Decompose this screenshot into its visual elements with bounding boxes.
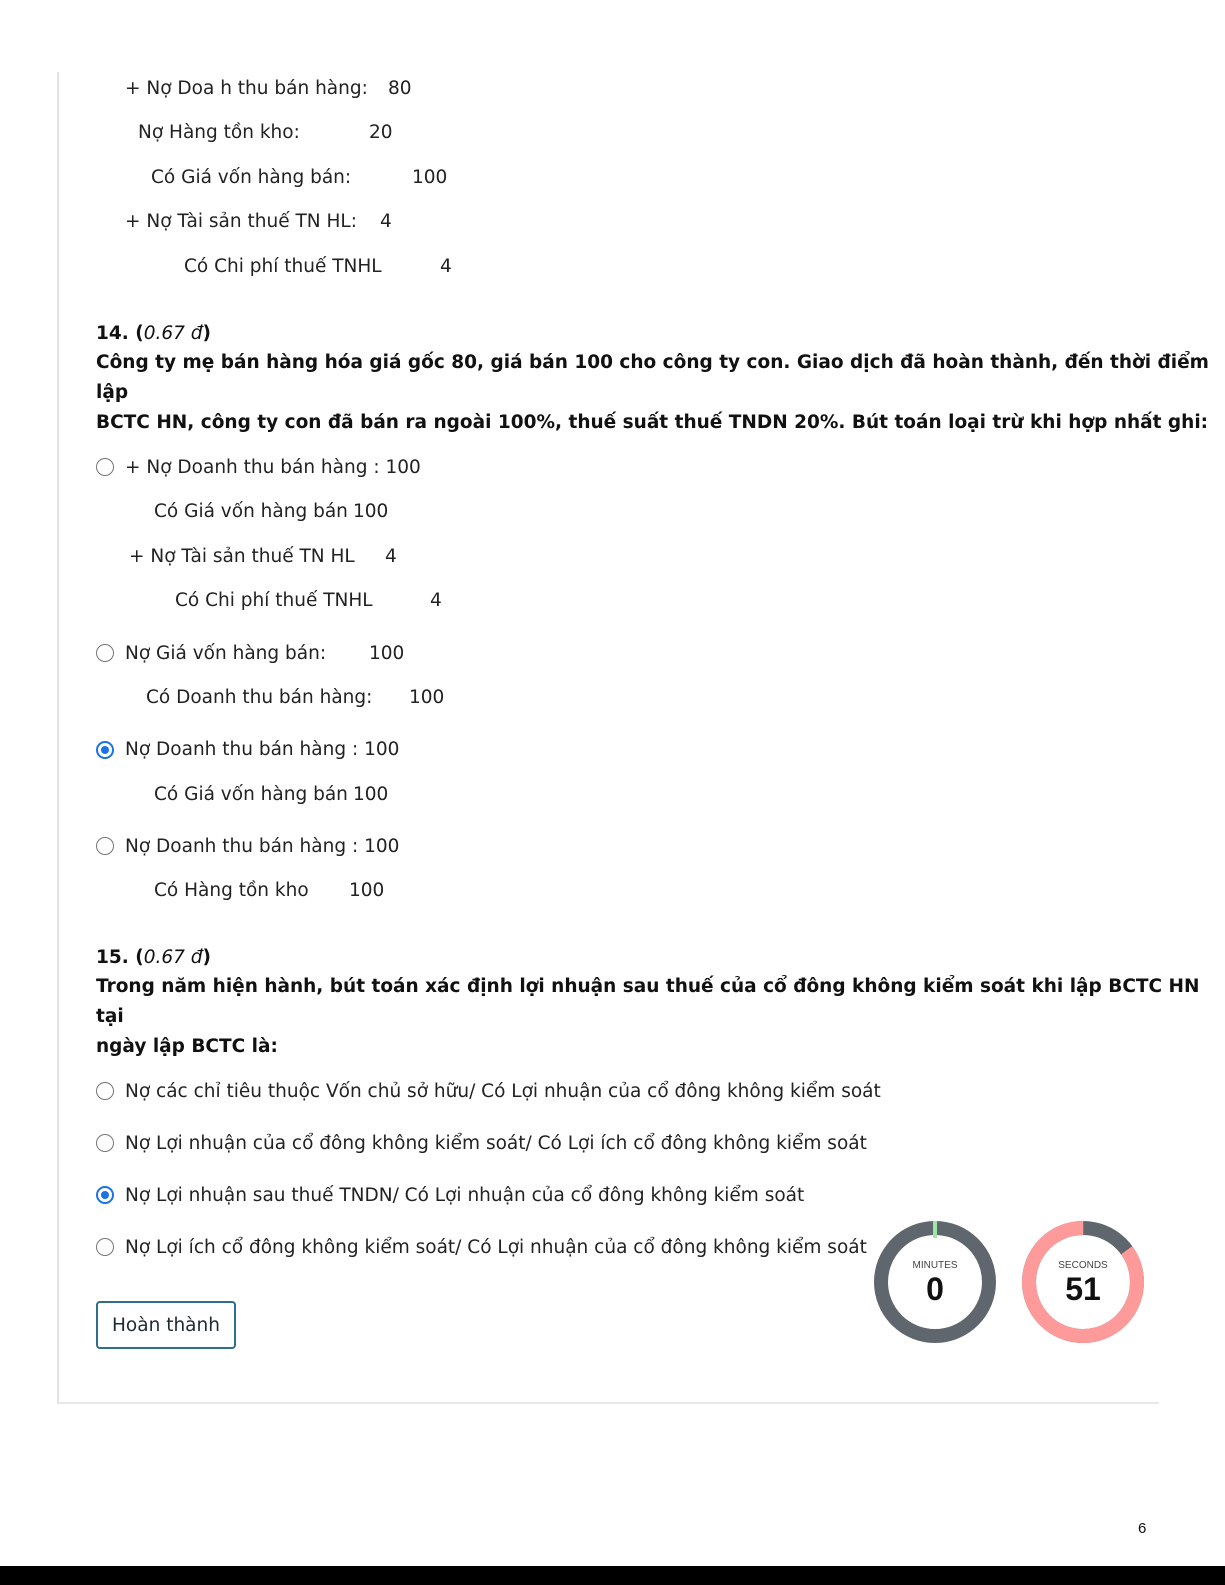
- question-14-text-line-2: BCTC HN, công ty con đã bán ra ngoài 100%, thuế suất thuế TNDN 20%. Bút toán loại trừ khi hợp nhất ghi:: [96, 412, 1209, 433]
- page-number: 6: [1138, 1520, 1147, 1537]
- prev-line-5-value: 4: [440, 256, 452, 277]
- prev-line-2-label: Nợ Hàng tồn kho:: [138, 122, 300, 143]
- q14-option-2-line-1-value: 100: [369, 643, 405, 664]
- question-15-points: 0.67 đ: [143, 947, 203, 968]
- q14-option-3-line-2-value: 100: [353, 784, 389, 805]
- q15-paren-close: ): [202, 947, 211, 968]
- q15-option-2-label[interactable]: Nợ Lợi nhuận của cổ đông không kiểm soát/ Có Lợi ích cổ đông không kiểm soát: [125, 1133, 867, 1154]
- q14-option-3-line-1[interactable]: Nợ Doanh thu bán hàng : 100: [125, 739, 400, 760]
- q14-paren-open: (: [135, 323, 144, 344]
- question-14-number: 14.: [96, 323, 129, 344]
- minutes-ring-tick: [933, 1221, 937, 1238]
- q15-option-4-label[interactable]: Nợ Lợi ích cổ đông không kiểm soát/ Có Lợi nhuận của cổ đông không kiểm soát: [125, 1237, 867, 1258]
- q15-option-3-radio[interactable]: [96, 1186, 114, 1204]
- q14-option-1-line-3-label: + Nợ Tài sản thuế TN HL: [129, 546, 355, 567]
- question-14-text: [96, 348, 1225, 438]
- prev-line-3-value: 100: [412, 167, 448, 188]
- seconds-ring: [1008, 1218, 1150, 1348]
- q14-option-2-line-2-label: Có Doanh thu bán hàng:: [146, 687, 373, 708]
- prev-line-1-label: + Nợ Doa h thu bán hàng:: [125, 78, 368, 99]
- q14-option-3-radio[interactable]: [96, 741, 114, 759]
- question-15-number: 15.: [96, 947, 129, 968]
- question-15-text-line-1: Trong năm hiện hành, bút toán xác định lợi nhuận sau thuế của cổ đông không kiểm soát khi lập BCTC HN tại: [96, 976, 1200, 1027]
- q14-option-2-radio[interactable]: [96, 644, 114, 662]
- prev-line-4-label: + Nợ Tài sản thuế TN HL:: [125, 211, 357, 232]
- q15-option-4-radio[interactable]: [96, 1238, 114, 1256]
- countdown-timer: [870, 1218, 1150, 1348]
- q14-option-1-line-4-value: 4: [430, 590, 442, 611]
- question-15-header: [96, 946, 211, 970]
- q14-option-1-line-3-value: 4: [385, 546, 397, 567]
- prev-line-4-value: 4: [380, 211, 392, 232]
- prev-line-3-label: Có Giá vốn hàng bán:: [151, 167, 352, 188]
- question-15-text-line-2: ngày lập BCTC là:: [96, 1036, 278, 1057]
- q14-option-1-line-1[interactable]: + Nợ Doanh thu bán hàng : 100: [125, 457, 421, 478]
- seconds-label: SECONDS: [1058, 1260, 1108, 1271]
- q14-option-4-radio[interactable]: [96, 837, 114, 855]
- q14-option-1-line-4-label: Có Chi phí thuế TNHL: [175, 590, 373, 611]
- q14-option-1-line-2-value: 100: [353, 501, 389, 522]
- minutes-value: 0: [926, 1271, 944, 1307]
- q14-option-2-line-1-label[interactable]: Nợ Giá vốn hàng bán:: [125, 643, 327, 664]
- q15-paren-open: (: [135, 947, 144, 968]
- question-15-text: [96, 972, 1225, 1062]
- q14-option-4-line-1[interactable]: Nợ Doanh thu bán hàng : 100: [125, 836, 400, 857]
- q15-option-1-radio[interactable]: [96, 1082, 114, 1100]
- bottom-border: [0, 1566, 1225, 1585]
- q15-option-3-label[interactable]: Nợ Lợi nhuận sau thuế TNDN/ Có Lợi nhuận của cổ đông không kiểm soát: [125, 1185, 805, 1206]
- q14-option-2-line-2-value: 100: [409, 687, 445, 708]
- question-14-text-line-1: Công ty mẹ bán hàng hóa giá gốc 80, giá bán 100 cho công ty con. Giao dịch đã hoàn thành, đến thời điểm lập: [96, 352, 1209, 403]
- question-14-header: [96, 322, 211, 346]
- q14-option-4-line-2-label: Có Hàng tồn kho: [154, 880, 309, 901]
- q14-option-3-line-2-label: Có Giá vốn hàng bán: [154, 784, 348, 805]
- minutes-ring: [881, 1221, 989, 1336]
- prev-line-5-label: Có Chi phí thuế TNHL: [184, 256, 382, 277]
- submit-button[interactable]: Hoàn thành: [96, 1301, 236, 1349]
- seconds-value: 51: [1065, 1271, 1101, 1307]
- question-14-points: 0.67 đ: [143, 323, 203, 344]
- prev-line-2-value: 20: [369, 122, 393, 143]
- q15-option-1-label[interactable]: Nợ các chỉ tiêu thuộc Vốn chủ sở hữu/ Có Lợi nhuận của cổ đông không kiểm soát: [125, 1081, 881, 1102]
- minutes-label: MINUTES: [912, 1260, 958, 1271]
- prev-line-1-value: 80: [388, 78, 412, 99]
- q14-paren-close: ): [202, 323, 211, 344]
- q14-option-1-line-2-label: Có Giá vốn hàng bán: [154, 501, 348, 522]
- q15-option-2-radio[interactable]: [96, 1134, 114, 1152]
- q14-option-4-line-2-value: 100: [349, 880, 385, 901]
- q14-option-1-radio[interactable]: [96, 458, 114, 476]
